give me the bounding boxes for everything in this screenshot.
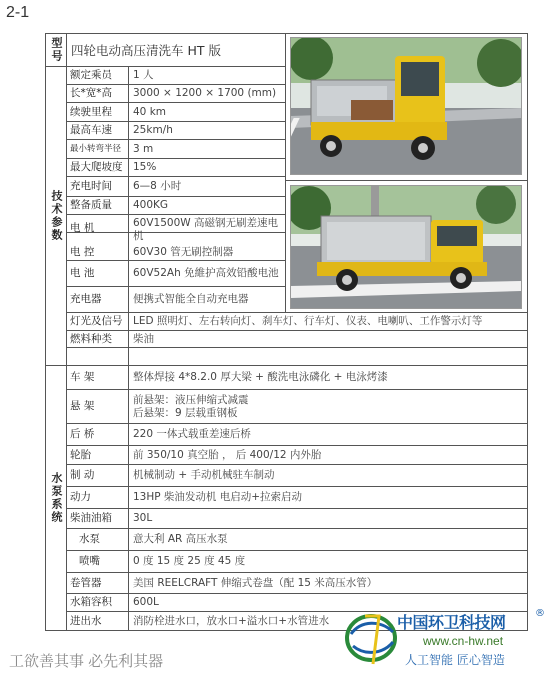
pump-label: 进出水 <box>70 614 102 627</box>
suspension-rear: 后悬架：9 层载重钢板 <box>133 406 238 419</box>
pump-value: 整体焊接 4*8.2.0 厚大梁 + 酸洗电泳磷化 + 电泳烤漆 <box>133 371 388 383</box>
pump-value: 30L <box>133 512 153 524</box>
section-pump: 水泵系统 <box>50 472 63 524</box>
page-number: 2-1 <box>6 4 30 21</box>
spec-label: 额定乘员 <box>70 69 112 81</box>
spec-value: 60V30 管无刷控制器 <box>133 246 234 258</box>
pump-label: 车 架 <box>70 371 95 383</box>
spec-value: 6—8 小时 <box>133 180 182 192</box>
spec-label: 整备质量 <box>70 199 112 211</box>
pump-label: 动力 <box>70 491 91 503</box>
spec-value: LED 照明灯、左右转向灯、刹车灯、行车灯、仪表、电喇叭、工作警示灯等 <box>133 315 483 327</box>
registered-mark: ® <box>535 608 545 619</box>
spec-table <box>45 33 528 631</box>
spec-value: 40 km <box>133 105 167 118</box>
spec-label: 燃料种类 <box>70 332 112 345</box>
spec-value: 便携式智能全自动充电器 <box>133 293 249 305</box>
row-line <box>66 347 528 348</box>
pump-label: 轮胎 <box>70 448 91 461</box>
vehicle-photo-rear <box>290 185 522 309</box>
globe-icon <box>345 606 401 670</box>
photo-divider <box>285 33 286 312</box>
spec-value: 1 人 <box>133 69 154 81</box>
pump-label: 卷管器 <box>70 576 102 589</box>
pump-value: 600L <box>133 596 159 608</box>
spec-label: 最高车速 <box>70 124 112 136</box>
spec-label: 最大爬坡度 <box>70 161 123 173</box>
spec-value: 400KG <box>133 199 169 211</box>
section-tech: 技术参数 <box>50 190 63 242</box>
pump-label: 喷嘴 <box>79 555 100 567</box>
pump-value <box>129 390 529 423</box>
pump-value: 意大利 AR 高压水泵 <box>133 533 228 545</box>
footer-slogan: 工欲善其事 必先利其器 <box>9 653 164 670</box>
pump-label: 柴油油箱 <box>70 512 112 524</box>
pump-label: 水泵 <box>79 533 100 545</box>
brand-logo <box>345 600 549 676</box>
pump-label: 制 动 <box>70 469 95 481</box>
pump-value: 前 350/10 真空胎 ， 后 400/12 内外胎 <box>133 448 322 461</box>
spec-value: 3 m <box>133 142 154 155</box>
pump-label: 水箱容积 <box>70 596 112 608</box>
photo-line <box>285 180 528 181</box>
spec-value: 60V1500W 高磁钢无刷差速电机 <box>133 217 278 242</box>
spec-label: 最小转弯半径 <box>70 143 122 154</box>
spec-label: 灯光及信号 <box>70 315 123 327</box>
spec-label: 充电时间 <box>70 180 112 192</box>
suspension-front: 前悬架：液压伸缩式减震 <box>133 393 249 406</box>
brand-url: www.cn-hw.net <box>423 634 504 648</box>
spec-label: 电 机 <box>70 222 95 234</box>
spec-label: 长*宽*高 <box>70 87 112 99</box>
spec-value: 60V52Ah 免維护高效铅酸电池 <box>133 267 279 279</box>
spec-label: 电 池 <box>70 267 95 279</box>
pump-value: 13HP 柴油发动机 电启动+拉索启动 <box>133 491 303 503</box>
brand-name: 中国环卫科技网 <box>397 613 506 632</box>
pump-value: 0 度 15 度 25 度 45 度 <box>133 555 246 567</box>
model-value: 四轮电动高压清洗车 HT 版 <box>71 42 221 58</box>
pump-label: 悬 架 <box>70 400 95 412</box>
spec-value: 柴油 <box>133 332 154 345</box>
vehicle-photo-front <box>290 37 522 175</box>
spec-label: 续驶里程 <box>70 105 112 118</box>
spec-value: 3000 × 1200 × 1700 (mm) <box>133 87 277 99</box>
pump-value: 消防栓进水口，放水口+溢水口+水管进水 <box>133 614 330 627</box>
pump-value: 220 一体式载重差速后桥 <box>133 428 251 440</box>
spec-label: 充电器 <box>70 293 102 305</box>
spec-value: 25km/h <box>133 124 173 136</box>
pump-label: 后 桥 <box>70 428 95 440</box>
pump-value: 机械制动 + 手动机械驻车制动 <box>133 469 275 481</box>
spec-value: 15% <box>133 161 157 173</box>
pump-value: 美国 REELCRAFT 伸缩式卷盘（配 15 米高压水管） <box>133 576 378 589</box>
brand-slogan: 人工智能 匠心智造 <box>405 653 505 667</box>
model-label: 型号 <box>50 37 63 63</box>
spec-label: 电 控 <box>70 246 95 258</box>
